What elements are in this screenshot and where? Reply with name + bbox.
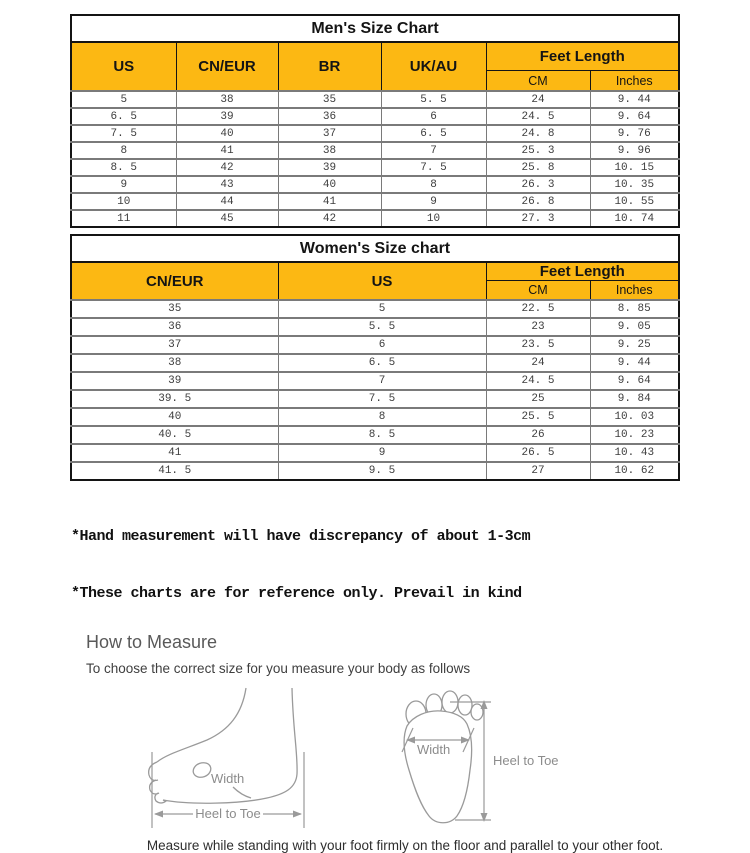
table-cell: 38 [176,91,278,108]
table-cell: 7 [381,142,486,159]
table-cell: 37 [71,336,278,354]
table-cell: 24. 8 [486,125,590,142]
table-cell: 9. 5 [278,462,486,480]
table-cell: 35 [278,91,381,108]
table-cell: 9. 64 [590,372,679,390]
how-to-measure-section [0,632,750,853]
table-cell: 25 [486,390,590,408]
width-pointer-curve [233,787,251,798]
table-cell: 9. 76 [590,125,679,142]
arrow-left-icon [154,811,163,818]
table-cell: 37 [278,125,381,142]
table-cell: 10. 74 [590,210,679,227]
table-cell: 10. 43 [590,444,679,462]
womens-size-chart [70,234,680,481]
table-cell: 36 [278,108,381,125]
table-cell: 10. 62 [590,462,679,480]
table-cell: 8. 5 [278,426,486,444]
col-header-feet-length: Feet Length [486,262,679,281]
table-cell: 43 [176,176,278,193]
womens-chart-title: Women's Size chart [71,235,679,262]
table-cell: 40 [176,125,278,142]
table-cell: 26. 5 [486,444,590,462]
table-row [71,336,679,354]
table-cell: 7 [278,372,486,390]
table-row [71,176,679,193]
table-cell: 26. 3 [486,176,590,193]
foot-side-view-diagram [145,686,315,834]
table-cell: 40 [71,408,278,426]
table-cell: 8 [71,142,176,159]
table-row [71,372,679,390]
table-cell: 6. 5 [71,108,176,125]
table-cell: 9. 05 [590,318,679,336]
arrow-right-icon [293,811,302,818]
table-cell: 7. 5 [71,125,176,142]
mens-size-chart [70,14,680,228]
table-row [71,159,679,176]
table-row [71,142,679,159]
col-header-br: BR [278,42,381,91]
table-cell: 9. 44 [590,354,679,372]
col-header-uk-au: UK/AU [381,42,486,91]
table-cell: 7. 5 [278,390,486,408]
table-cell: 10. 35 [590,176,679,193]
table-cell: 10. 55 [590,193,679,210]
measure-subtitle: To choose the correct size for you measure your body as follows [86,661,471,676]
table-row [71,318,679,336]
table-cell: 9 [381,193,486,210]
col-header-cn-eur: CN/EUR [71,262,278,300]
toe [458,695,472,715]
table-cell: 25. 3 [486,142,590,159]
table-cell: 9. 44 [590,91,679,108]
table-row [71,390,679,408]
table-cell: 27 [486,462,590,480]
table-cell: 35 [71,300,278,318]
table-cell: 23 [486,318,590,336]
top-width-label: Width [417,742,451,757]
table-cell: 24. 5 [486,372,590,390]
instep-band-mark [191,760,213,779]
table-row [71,108,679,125]
table-cell: 11 [71,210,176,227]
table-cell: 9. 64 [590,108,679,125]
table-cell: 5. 5 [278,318,486,336]
table-cell: 10 [381,210,486,227]
table-cell: 9. 96 [590,142,679,159]
table-cell: 24. 5 [486,108,590,125]
col-header-cm: CM [486,71,590,92]
table-row [71,426,679,444]
table-cell: 8. 5 [71,159,176,176]
table-cell: 38 [278,142,381,159]
mens-chart-body [71,91,679,227]
arrow-down-icon [481,813,488,822]
table-cell: 9 [278,444,486,462]
table-row [71,444,679,462]
table-cell: 6 [278,336,486,354]
top-heel-to-toe-label: Heel to Toe [493,753,559,768]
foot-sole-outline [404,711,472,823]
mens-header-row [71,42,679,71]
table-row [71,210,679,227]
table-row [71,193,679,210]
table-cell: 7. 5 [381,159,486,176]
mens-chart-title: Men's Size Chart [71,15,679,42]
table-cell: 5 [278,300,486,318]
toe [471,704,483,720]
table-cell: 39 [176,108,278,125]
col-header-feet-length: Feet Length [486,42,679,71]
table-cell: 8. 85 [590,300,679,318]
table-row [71,462,679,480]
table-cell: 41. 5 [71,462,278,480]
table-cell: 8 [381,176,486,193]
col-header-cm: CM [486,281,590,301]
table-row [71,91,679,108]
table-cell: 6 [381,108,486,125]
table-cell: 25. 5 [486,408,590,426]
measurement-diagrams [0,684,750,834]
table-cell: 41 [176,142,278,159]
table-cell: 38 [71,354,278,372]
table-cell: 23. 5 [486,336,590,354]
note-line: *These charts are for reference only. Prevail in kind [71,585,522,602]
table-cell: 10. 15 [590,159,679,176]
table-cell: 40 [278,176,381,193]
table-cell: 27. 3 [486,210,590,227]
col-header-cn-eur: CN/EUR [176,42,278,91]
table-cell: 24 [486,91,590,108]
col-header-inches: Inches [590,71,679,92]
table-cell: 6. 5 [278,354,486,372]
table-cell: 9. 84 [590,390,679,408]
measure-instruction: Measure while standing with your foot firmly on the floor and parallel to your other foot. [146,838,664,853]
table-cell: 26 [486,426,590,444]
table-cell: 42 [176,159,278,176]
table-cell: 45 [176,210,278,227]
table-cell: 9. 25 [590,336,679,354]
table-cell: 25. 8 [486,159,590,176]
table-cell: 36 [71,318,278,336]
table-row [71,408,679,426]
womens-chart-title-row [71,235,679,262]
table-cell: 8 [278,408,486,426]
table-cell: 22. 5 [486,300,590,318]
table-cell: 10. 23 [590,426,679,444]
table-cell: 26. 8 [486,193,590,210]
table-cell: 42 [278,210,381,227]
table-cell: 39 [278,159,381,176]
side-heel-to-toe-label: Heel to Toe [195,806,261,821]
table-cell: 9 [71,176,176,193]
note-line: *Hand measurement will have discrepancy of about 1-3cm [71,528,531,545]
mens-chart-title-row [71,15,679,42]
table-cell: 44 [176,193,278,210]
table-cell: 41 [71,444,278,462]
col-header-inches: Inches [590,281,679,301]
table-cell: 10. 03 [590,408,679,426]
table-cell: 39 [71,372,278,390]
table-row [71,300,679,318]
disclaimer-notes [71,489,750,622]
foot-toes-outline [149,762,166,803]
arrow-up-icon [481,700,488,709]
table-cell: 41 [278,193,381,210]
col-header-us: US [278,262,486,300]
table-cell: 10 [71,193,176,210]
col-header-us: US [71,42,176,91]
table-row [71,125,679,142]
table-cell: 40. 5 [71,426,278,444]
table-cell: 39. 5 [71,390,278,408]
table-cell: 24 [486,354,590,372]
womens-chart-body [71,300,679,480]
table-cell: 6. 5 [381,125,486,142]
side-width-label: Width [211,771,245,786]
table-cell: 5 [71,91,176,108]
table-row [71,354,679,372]
how-to-measure-heading: How to Measure [86,632,218,652]
womens-header-row [71,262,679,281]
foot-top-view-diagram [393,678,628,838]
table-cell: 5. 5 [381,91,486,108]
foot-leg-front-outline [157,688,246,762]
